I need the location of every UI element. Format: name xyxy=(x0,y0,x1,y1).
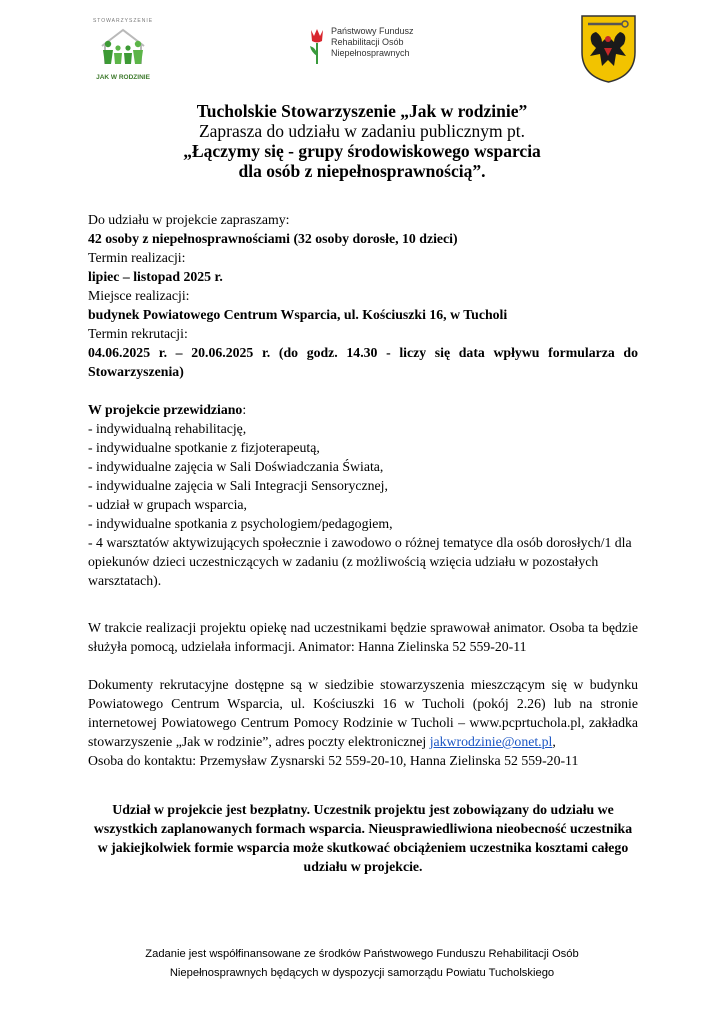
place-value: budynek Powiatowego Centrum Wsparcia, ul. Kościuszki 16, w Tucholi xyxy=(88,307,508,322)
list-item: - indywidualne zajęcia w Sali Integracji Sensorycznej, xyxy=(88,478,388,493)
pfron-line-3: Niepełnosprawnych xyxy=(331,48,410,58)
term-value: lipiec – listopad 2025 r. xyxy=(88,269,223,284)
jak-w-rodzinie-logo xyxy=(88,18,158,82)
funding-footer xyxy=(0,945,724,983)
pfron-line-1: Państwowy Fundusz xyxy=(331,26,414,36)
main-content xyxy=(88,210,638,770)
invite-label: Do udziału w projekcie zapraszamy: xyxy=(88,212,290,227)
org-name: Tucholskie Stowarzyszenie „Jak w rodzinie” xyxy=(196,101,528,121)
title-block xyxy=(0,101,724,181)
list-item: - udział w grupach wsparcia, xyxy=(88,497,247,512)
project-title-line-2: dla osób z niepełnosprawnością”. xyxy=(238,161,486,181)
contact-line: Osoba do kontaktu: Przemysław Zysnarski 52 559-20-10, Hanna Zielinska 52 559-20-11 xyxy=(88,753,579,768)
pfron-line-2: Rehabilitacji Osób xyxy=(331,37,404,47)
documents-paragraph xyxy=(88,675,638,751)
invite-line: Zaprasza do udziału w zadaniu publicznym pt. xyxy=(198,121,526,141)
footer-line-1: Zadanie jest współfinansowane ze środków Państwowego Funduszu Rehabilitacji Osób xyxy=(145,948,579,960)
pfron-logo xyxy=(308,24,424,68)
family-house-icon xyxy=(88,24,158,68)
planned-heading-text: W projekcie przewidziano xyxy=(88,402,243,417)
term-label: Termin realizacji: xyxy=(88,250,186,265)
logo-name-label: JAK W RODZINIE xyxy=(96,74,150,81)
recruit-label: Termin rekrutacji: xyxy=(88,326,188,341)
logo-org-label: STOWARZYSZENIE xyxy=(92,18,154,24)
animator-paragraph: W trakcie realizacji projektu opiekę nad uczestnikami będzie sprawował animator. Osoba ta będzie służyła pomocą, udzielała informacji. Animator: Hanna Zielinska 52 559-20-11 xyxy=(88,620,638,654)
project-title-line-1: „Łączymy się - grupy środowiskowego wsparcia xyxy=(183,141,541,161)
list-item: - indywidualną rehabilitację, xyxy=(88,421,247,436)
list-item: - 4 warsztatów aktywizujących społecznie i zawodowo o różnej tematyce dla osób dorosłych/1 dla opiekunów dzieci uczestniczących w zadaniu (z możliwością wzięcia udziału w pozostałych warsztatach). xyxy=(88,535,632,588)
list-item: - indywidualne spotkania z psychologiem/pedagogiem, xyxy=(88,516,393,531)
footer-line-2: Niepełnosprawnych będących w dyspozycji samorządu Powiatu Tucholskiego xyxy=(169,967,555,979)
list-item: - indywidualne spotkanie z fizjoterapeutą, xyxy=(88,440,320,455)
documents-text: Dokumenty rekrutacyjne dostępne są w siedzibie stowarzyszenia mieszczącym się w budynku Powiatowego Centrum Wsparcia, ul. Kościuszki 16 w Tucholi (pokój 2.26) lub na stronie internetowej Powiatowego Centrum Pomocy Rodzinie w Tucholi – www.pcprtuchola.pl, zakładka stowarzyszenie „Jak w rodzinie”, adres poczty elektronicznej xyxy=(88,677,638,749)
planned-heading-colon: : xyxy=(242,402,247,417)
pfron-tulip-icon xyxy=(308,24,328,68)
invite-value: 42 osoby z niepełnosprawnościami (32 osoby dorosłe, 10 dzieci) xyxy=(88,231,458,246)
email-link[interactable]: jakwrodzinie@onet.pl xyxy=(429,734,553,749)
planned-heading xyxy=(88,400,638,419)
coat-of-arms-icon xyxy=(580,14,637,84)
participation-notice: Udział w projekcie jest bezpłatny. Uczestnik projektu jest zobowiązany do udziału we wszystkich zaplanowanych formach wsparcia. Nieusprawiedliwiona nieobecność uczestnika w jakiejkolwiek formie wsparcia może skutkować obciążeniem uczestnika kosztami całego udziału w projekcie. xyxy=(93,802,633,874)
documents-comma: , xyxy=(552,734,556,749)
place-label: Miejsce realizacji: xyxy=(88,288,190,303)
recruit-value: 04.06.2025 r. – 20.06.2025 r. (do godz. 14.30 - liczy się data wpływu formularza do Stowarzyszenia) xyxy=(88,345,638,379)
list-item: - indywidualne zajęcia w Sali Doświadczania Świata, xyxy=(88,459,384,474)
